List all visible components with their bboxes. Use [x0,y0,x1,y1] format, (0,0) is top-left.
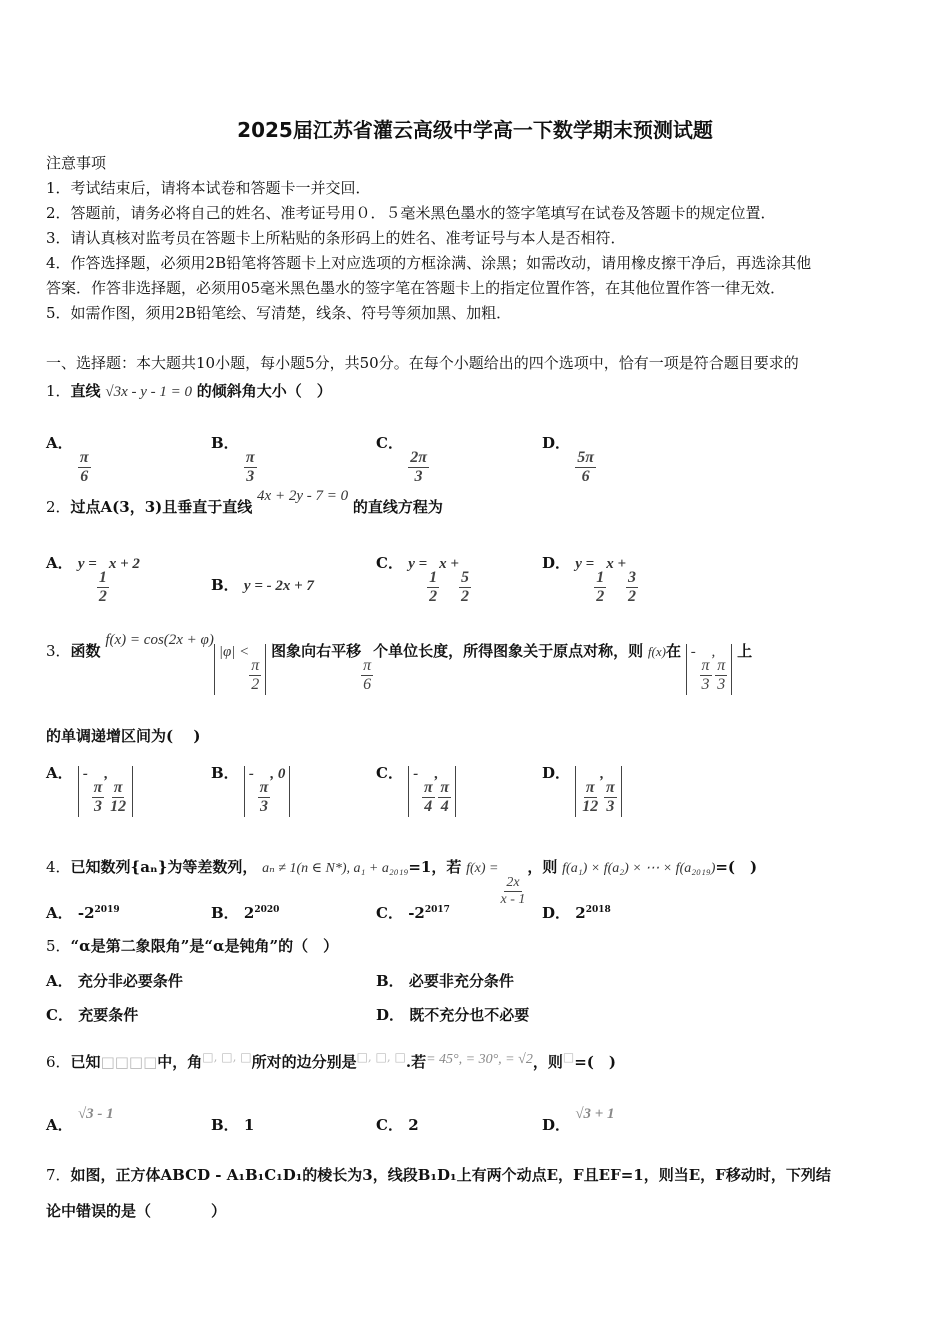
option-label: D． [376,1006,405,1024]
option-label: B． [211,904,239,922]
denominator: 4 [440,798,449,816]
question-5 [46,935,338,956]
exponent: 2019 [94,905,120,915]
option-label: B． [211,434,239,452]
numerator: 2x [504,875,521,892]
math-expression: f(x) = [466,861,499,876]
math-expression: y = [77,556,97,572]
option-label: A． [46,764,73,782]
question-4 [46,856,757,908]
option-label: A． [46,904,73,922]
question-text: ，则 [532,1053,563,1071]
question-7-line2: 论中错误的是（ ） [46,1202,227,1220]
option-value: 2 [243,904,255,922]
notice-heading: 注意事项 [46,154,107,172]
q5-option-a [46,970,183,991]
question-text: 中，角 [157,1053,203,1071]
option-label: D． [542,434,571,452]
q1-option-c [376,432,429,487]
option-label: B． [211,576,239,594]
numerator: 2π [408,449,429,468]
exponent: 2017 [424,905,450,915]
option-label: D． [542,904,571,922]
math-expression: 4x + 2y - 7 = 0 [257,488,349,504]
question-6 [46,1051,616,1072]
exponent: 2018 [585,905,611,915]
denominator: 6 [80,468,89,486]
question-text: 直线 [70,382,101,400]
denominator: 3 [246,468,255,486]
q1-option-a [46,432,91,487]
denominator: 2 [429,588,438,606]
denominator: 3 [93,798,102,816]
exponent: 2020 [254,905,280,915]
math-expression: f(a₁) × f(a₂) × ⋯ × f(a₂₀₁₉) [562,861,716,876]
numerator: π [584,779,597,798]
q6-option-a [46,1102,114,1134]
q3-option-d [542,762,622,817]
question-number: 2． [46,498,71,516]
numerator: 3 [626,569,638,588]
numerator: π [422,779,435,798]
question-text: 已知数列{aₙ}为等差数列， [70,858,258,876]
option-label: B． [376,972,404,990]
question-2 [46,488,443,517]
q6-option-d [542,1102,615,1134]
question-text: 过点A(3，3)且垂直于直线 [70,498,253,516]
denominator: 6 [363,676,372,694]
option-label: A． [46,554,73,572]
q4-option-d [542,902,611,923]
q4-option-a [46,902,120,923]
question-text: .若 [405,1053,427,1071]
q4-option-c [376,902,450,923]
numerator: π [361,657,373,676]
q2-option-a [46,552,140,607]
option-label: A． [46,972,73,990]
q1-option-d [542,432,596,487]
math-expression: y = [408,556,428,572]
option-value: 必要非充分条件 [408,972,514,990]
question-text: 在 [665,642,681,660]
question-text: =( ) [715,858,758,876]
denominator: 3 [414,468,423,486]
option-label: C． [376,1116,403,1134]
interval-bracket: - $\frac{\pi}{3}$ , 0 [244,766,290,817]
math-expression: f(x) [647,644,666,659]
question-text: 图象向右平移 [271,642,362,660]
question-text: 的倾斜角大小（ ） [196,382,332,400]
option-value: -2 [77,904,95,922]
numerator: π [249,657,261,676]
denominator: 2 [460,588,469,606]
section-heading: 一、选择题：本大题共10小题，每小题5分，共50分。在每个小题给出的四个选项中，恰有一项是符合题目要求的 [46,354,799,372]
notice-item-1: 1．考试结束后，请将本试卷和答题卡一并交回． [46,179,371,197]
q5-option-d [376,1004,529,1025]
question-number: 4． [46,858,71,876]
q3-option-b [211,762,290,817]
notice-item-3: 3．请认真核对监考员在答题卡上所粘贴的条形码上的姓名、准考证号与本人是否相符． [46,229,626,247]
q5-option-b [376,970,514,991]
q1-option-b [211,432,257,487]
numerator: 1 [97,569,109,588]
question-number: 1． [46,382,71,400]
math-expression: x + [439,556,459,572]
option-label: A． [46,434,73,452]
numerator: π [112,779,125,798]
numerator: π [438,779,451,798]
denominator: 2 [98,588,107,606]
notice-item-6: 5．如需作图，须用2B铅笔绘、写清楚，线条、符号等须加黑、加粗． [46,304,512,322]
notice-item-5: 答案．作答非选择题，必须用05毫米黑色墨水的签字笔在答题卡上的指定位置作答，在其他位置作答一律无效． [46,279,786,297]
q3-option-c [376,762,456,817]
q6-option-b [211,1114,254,1135]
question-text: 的直线方程为 [352,498,443,516]
numerator: π [700,657,712,676]
numerator: π [258,779,271,798]
math-expression: x + 2 [108,556,140,572]
option-label: C． [376,764,403,782]
math-expression: √3 + 1 [575,1106,615,1122]
condition-bracket [214,644,266,695]
q3-option-a [46,762,133,817]
q4-option-b [211,902,279,923]
denominator: 3 [606,798,615,816]
denominator: 3 [717,676,726,694]
option-value: 充分非必要条件 [77,972,183,990]
option-label: C． [376,434,403,452]
denominator: 12 [110,798,127,816]
numerator: π [92,779,105,798]
denominator: 3 [701,676,710,694]
option-value: 充要条件 [78,1006,139,1024]
question-3-line2: 的单调递增区间为( ) [46,727,201,745]
option-value: 1 [243,1116,255,1134]
option-label: B． [211,764,239,782]
option-label: C． [376,904,403,922]
option-label: B． [211,1116,239,1134]
question-number: 5． [46,937,71,955]
denominator: 2 [596,588,605,606]
denominator: 2 [628,588,637,606]
numerator: 1 [594,569,606,588]
question-text: =( ) [574,1053,616,1071]
numerator: π [715,657,727,676]
interval-bracket: - $\frac{\pi}{3}$ , $\frac{\pi}{12}$ [78,766,133,817]
option-label: C． [376,554,403,572]
q6-option-c [376,1114,419,1135]
notice-item-4: 4．作答选择题，必须用2B铅笔将答题卡上对应选项的方框涂满、涂黑；如需改动，请用橡皮擦干净后，再选涂其他 [46,254,812,272]
denominator: x - 1 [500,892,526,908]
numerator: 5π [575,449,596,468]
numerator: 1 [427,569,439,588]
option-value: -2 [408,904,425,922]
numerator: π [244,449,257,468]
missing-glyph: □, □, □ [356,1050,406,1064]
option-value: 2 [575,904,586,922]
question-number: 3． [46,642,71,660]
math-expression: y = - 2x + 7 [243,578,314,594]
q5-option-c [46,1004,138,1025]
option-label: D． [542,764,571,782]
question-text: 如图，正方体ABCD - A₁B₁C₁D₁的棱长为3，线段B₁D₁上有两个动点E，F且EF=1，则当E，F移动时，下列结 [70,1166,831,1184]
question-text: “α是第二象限角”是“α是钝角”的（ ） [70,937,339,955]
numerator: π [78,449,91,468]
option-label: C． [46,1006,73,1024]
option-value: 2 [408,1116,419,1134]
interval-bracket: $\frac{\pi}{12}$ , $\frac{\pi}{3}$ [575,766,621,817]
denominator: 6 [581,468,590,486]
option-value: 既不充分也不必要 [409,1006,530,1024]
q2-option-c [376,552,471,607]
denominator: 4 [424,798,433,816]
denominator: 2 [251,676,260,694]
question-text: 上 [737,642,753,660]
interval-bracket: - $\frac{\pi}{3}$ , $\frac{\pi}{3}$ [686,644,733,695]
math-expression: |φ| < [218,644,250,660]
question-number: 6． [46,1053,71,1071]
denominator: 3 [260,798,269,816]
option-label: D． [542,554,571,572]
numerator: π [604,779,617,798]
option-label: A． [46,1116,73,1134]
question-7 [46,1164,831,1185]
math-expression: = 45°, = 30°, = √2 [426,1052,533,1067]
missing-glyph: □, □, □ [202,1050,252,1064]
q2-option-b [211,574,314,595]
question-number: 7． [46,1166,71,1184]
question-text: 已知 [70,1053,101,1071]
notice-item-2: 2．答题前，请务必将自己的姓名、准考证号用０．５毫米黑色墨水的签字笔填写在试卷及答题卡的规定位置． [46,204,776,222]
denominator: 12 [582,798,599,816]
question-text: 函数 [70,642,101,660]
math-expression: √3 - 1 [77,1106,114,1122]
math-expression: f(x) = cos(2x + φ) [105,632,214,648]
question-text: =1，若 [408,858,462,876]
math-expression: x + [606,556,627,572]
math-expression: √3x - y - 1 = 0 [105,384,193,400]
question-text: 所对的边分别是 [251,1053,357,1071]
question-text: ，则 [527,858,558,876]
page-title: 2025届江苏省灌云高级中学高一下数学期末预测试题 [237,118,713,142]
option-label: D． [542,1116,571,1134]
question-3 [46,632,753,695]
missing-glyph: □ [562,1050,575,1064]
interval-bracket: - $\frac{\pi}{4}$ , $\frac{\pi}{4}$ [408,766,456,817]
question-1 [46,380,332,401]
numerator: 5 [459,569,471,588]
math-expression: aₙ ≠ 1(n ∈ N*), a₁ + a₂₀₁₉ [262,861,409,876]
missing-glyph: □□□□ [100,1053,158,1071]
math-expression: y = [575,556,595,572]
question-text: 个单位长度，所得图象关于原点对称，则 [373,642,644,660]
q2-option-d [542,552,638,607]
